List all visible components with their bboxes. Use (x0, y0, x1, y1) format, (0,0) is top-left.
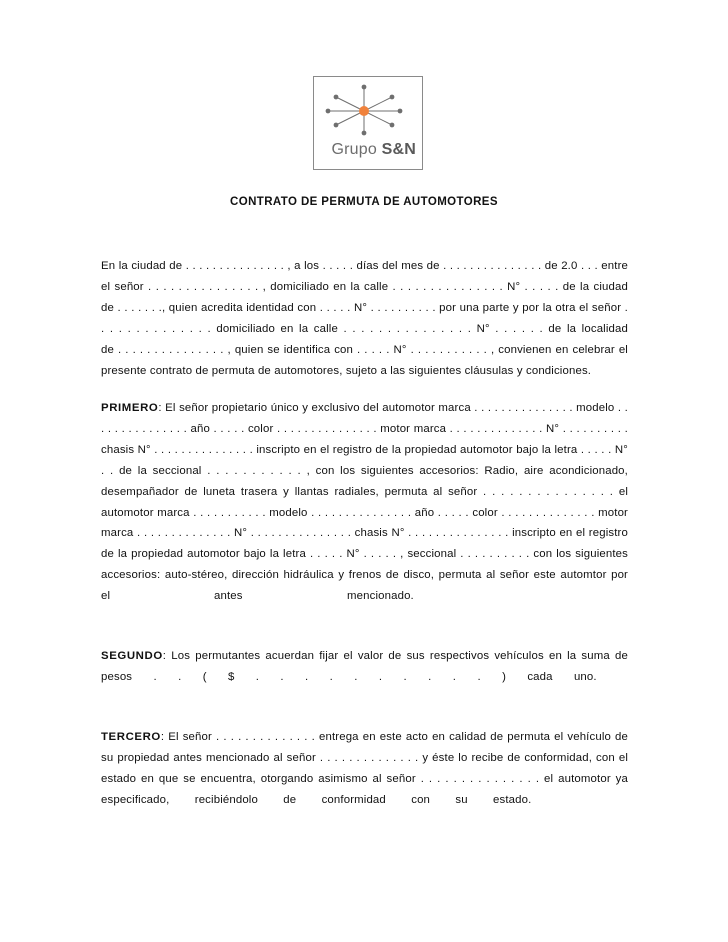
intro-line: el señor . . . . . . . . . . . . . . . , domiciliado en la calle . . . . . . . . . . . . . . . N° . . . . . de la ciudad (101, 280, 628, 293)
clause-line: . . de la seccional . . . . . . . . . . . , con los siguientes accesorios: Radio, aire acondicionado, (101, 464, 628, 477)
clause-line: su propiedad antes mencionado al señor . . . . . . . . . . . . . . y éste lo recibe de conformidad, con el (101, 751, 628, 764)
logo-wordmark: Grupo S&N (331, 141, 416, 158)
intro-line: En la ciudad de . . . . . . . . . . . . . . . , a los . . . . . días del mes de . . . . . . . . . . . . . . . de 2.0 . . . entre (101, 260, 628, 272)
clause-line: el antes mencionado. (101, 590, 414, 603)
clause-line: desempañador de luneta trasera y llantas radiales, permuta al señor . . . . . . . . . . . . . . . el (101, 485, 628, 498)
clause-line: de la propiedad automotor bajo la letra . . . . . N° . . . . . , seccional . . . . . . . . . . con los siguientes (101, 548, 628, 561)
clause-line: marca . . . . . . . . . . . . . . N° . . . . . . . . . . . . . . . chasis N° . . . . . . . . . . . . . . . inscripto en el registro (101, 527, 628, 540)
clause-line: . . . . . . . . . . . . . año . . . . . color . . . . . . . . . . . . . . . motor marca . . . . . . . . . . . . . . N° . . . . . . . . . . (101, 422, 628, 435)
clause-line: pesos . . ( $ . . . . . . . . . . ) cada uno. (101, 670, 597, 683)
clause-tercero (101, 727, 628, 811)
company-logo (313, 76, 423, 170)
clause-label: TERCERO (101, 731, 161, 743)
intro-line: . . . . . . . . . . . . . domiciliado en la calle . . . . . . . . . . . . . . . N° . . . . . . de la localidad (101, 322, 628, 335)
clause-line: SEGUNDO: Los permutantes acuerdan fijar el valor de sus respectivos vehículos en la suma de (101, 650, 628, 662)
intro-line: de . . . . . . . . . . . . . . . , quien se identifica con . . . . . N° . . . . . . . . . . . , convienen en celebrar el (101, 343, 628, 356)
clause-line: especificado, recibiéndolo de conformidad con su estado. (101, 793, 532, 806)
clause-line: automotor marca . . . . . . . . . . . modelo . . . . . . . . . . . . . . . año . . . . . color . . . . . . . . . . . . . . motor (101, 506, 628, 519)
clause-line: accesorios: auto-stéreo, dirección hidráulica y frenos de disco, permuta al señor este automtor por (101, 569, 628, 582)
clause-primero (101, 398, 628, 607)
document-title: CONTRATO DE PERMUTA DE AUTOMOTORES (230, 196, 498, 208)
clause-line: chasis N° . . . . . . . . . . . . . . . inscripto en el registro de la propiedad automotor bajo la letra . . . . . N° (101, 443, 628, 456)
clause-line: estado en que se encuentra, otorgando asimismo al señor . . . . . . . . . . . . . . . el automotor ya (101, 772, 628, 785)
intro-line: de . . . . . . ., quien acredita identidad con . . . . . N° . . . . . . . . . . por una parte y por la otra el señor . (101, 301, 628, 314)
clause-line: PRIMERO: El señor propietario único y exclusivo del automotor marca . . . . . . . . . . . . . . . modelo . . (101, 402, 628, 414)
clause-label: SEGUNDO (101, 650, 163, 662)
clause-segundo (101, 646, 628, 688)
intro-paragraph (101, 256, 628, 381)
clause-label: PRIMERO (101, 402, 159, 414)
clause-line: TERCERO: El señor . . . . . . . . . . . . . . entrega en este acto en calidad de permuta el vehículo de (101, 731, 628, 743)
intro-line: presente contrato de permuta de automotores, sujeto a las siguientes cláusulas y condiciones. (101, 364, 592, 377)
